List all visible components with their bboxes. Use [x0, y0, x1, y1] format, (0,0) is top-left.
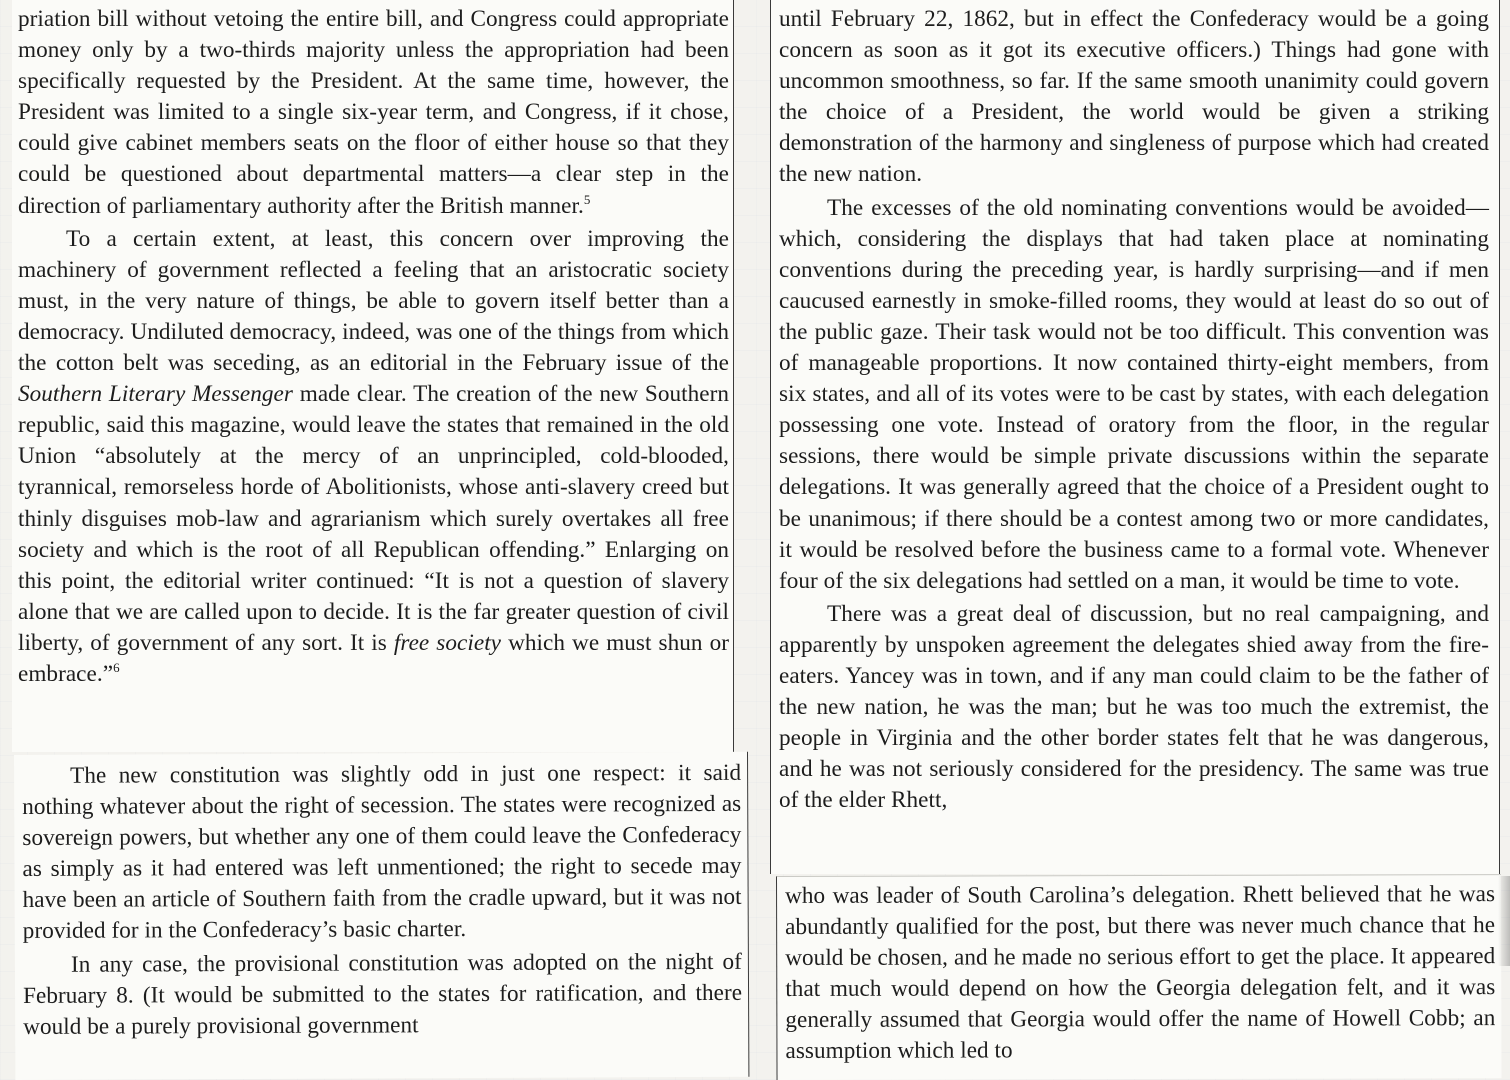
footnote-marker: 5 [583, 191, 591, 207]
scan-edge-shadow [1498, 876, 1510, 966]
italic-phrase: free society [393, 629, 502, 656]
paragraph: priation bill without vetoing the entire bill, and Congress could appropriate money only by a two-thirds majority unless the appropriation had been specifically requested by the President. At the same time, however, the President was limited to a single six-year term, and Congress, if it chose, could give cabinet members seats on the floor of either house so that they could be questioned about departmental matters—a clear step in the direction of parliamentary authority after the British manner.$^5$ [18, 6, 729, 219]
paragraph: who was leader of South Carolina’s delegation. Rhett believed that he was abundantly qualified for the post, but there was never much chance that he would be chosen, and he made no serious effort to get the place. It appeared that much would depend on how the Georgia delegation felt, and it was generally assumed that Georgia would offer the name of Howell Cobb; an assumption which led to [785, 881, 1496, 1065]
paragraph: The excesses of the old nominating conventions would be avoided—which, considering the displays that had taken place at nominating conventions during the preceding year, is hardly surprising—and if men caucused earnestly in smoke-filled rooms, they would at least do so out of the public gaze. Their task would not be too difficult. This convention was of manageable proportions. It now contained thirty-eight members, from six states, and all of its votes were to be cast by states, with each delegation possessing one vote. Instead of oratory from the floor, in the regular sessions, there would be simple private discussions within the separate delegations. It was generally agreed that the choice of a President ought to be unanimous; if there should be a contest among two or more candidates, it would be resolved before the business came to a formal vote. Whenever four of the six delegations had settled on a man, it would be time to vote. [779, 194, 1489, 594]
paragraph: The new constitution was slightly odd in just one respect: it said nothing whatever about the right of secession. The states were recognized as sovereign powers, but whether any one of them could leave the Confederacy as simply as it had entered was left unmentioned; the right to secede may have been an article of Southern faith from the cradle upward, but it was not provided for in the Confederacy’s basic charter. [22, 759, 742, 945]
paragraph: until February 22, 1862, but in effect the Confederacy would be a going concern as soon as it got its executive officers.) Things had gone with uncommon smoothness, so far. If the same smooth unanimity could govern the choice of a President, the world would be given a striking demonstration of the harmony and singleness of purpose which had created the new nation. [779, 6, 1489, 188]
right-column-lower-clipping [776, 874, 1502, 1080]
left-column-lower-clipping [14, 752, 749, 1080]
right-column-upper-clipping [770, 0, 1500, 874]
left-column-upper-clipping [12, 0, 734, 752]
italic-title: Southern Literary Messenger [18, 381, 293, 408]
paragraph: To a certain extent, at least, this concern over improving the machinery of government reflected a feeling that an aristocratic society must, in the very nature of things, be able to govern itself better than a democracy. Undiluted democracy, indeed, was one of the things from which the cotton belt was seceding, as an editorial in the February issue of the Southern Literary Messenger made clear. The creation of the new Southern republic, said this magazine, would leave the states that remained in the old Union “absolutely at the mercy of an unprincipled, cold-blooded, tyrannical, remorseless horde of Abolitionists, whose anti-slavery creed but thinly disguises mob-law and agrarianism which surely overtakes all free society and which is the root of all Republican offending.” Enlarging on this point, the editorial writer continued: “It is not a question of slavery alone that we are called upon to decide. It is the far greater question of civil liberty, of government of any sort. It is free society which we must shun or embrace.”$^6$ [18, 225, 729, 687]
paragraph: There was a great deal of discussion, but no real campaigning, and apparently by unspoken agreement the delegates shied away from the fire-eaters. Yancey was in town, and if any man could claim to be the father of the new nation, he was the man; but he was too much the extremist, the people in Virginia and the other border states felt that he was dangerous, and he was not seriously considered for the presidency. The same was true of the elder Rhett, [779, 600, 1489, 814]
footnote-marker: 6 [113, 659, 120, 675]
paragraph: In any case, the provisional constitution was adopted on the night of February 8. (It would be submitted to the states for ratification, and there would be a purely provisional government [22, 948, 743, 1040]
